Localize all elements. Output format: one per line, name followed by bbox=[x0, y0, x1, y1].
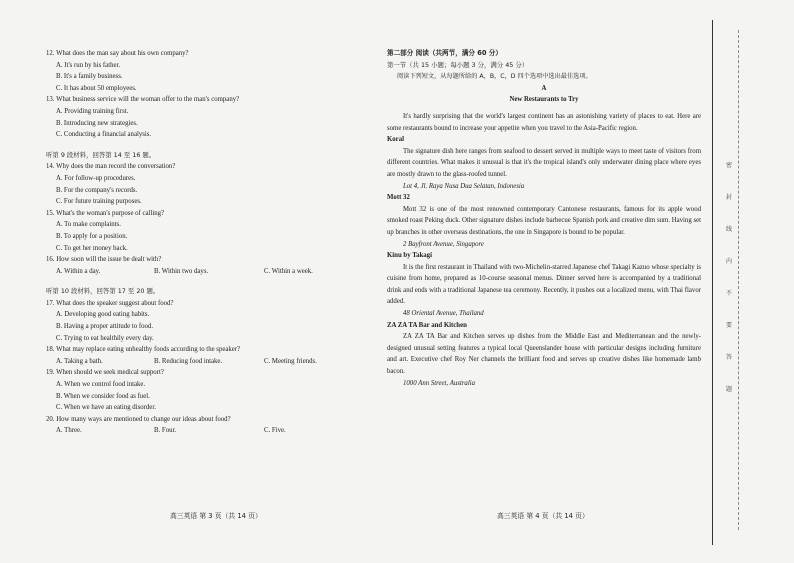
seal-char-3: 线 bbox=[725, 226, 732, 233]
restaurant-1-address: Lot 4, Jl. Raya Nusa Dua Selatan, Indonesia bbox=[403, 182, 525, 190]
instruction-material-9: 听第 9 段材料，回答第 14 至 16 题。 bbox=[46, 150, 156, 159]
restaurant-1-text: The signature dish here ranges from seafood to dessert served in multiple ways to meet taste of visitors from different countries. What makes it unusual is that it's the tropical island's only underwater dining place where eyes are mostly drawn to the glass-roofed tunnel. bbox=[387, 147, 701, 178]
restaurant-4-name: ZA ZA TA Bar and Kitchen bbox=[387, 321, 467, 329]
section-heading: 第一节（共 15 小题；每小题 3 分，满分 45 分） bbox=[387, 60, 529, 69]
q12-option-b: B. It's a family business. bbox=[56, 73, 123, 81]
q19-option-a: A. When we control food intake. bbox=[56, 381, 146, 389]
q20-option-a: A. Three. bbox=[56, 427, 82, 435]
seal-dashed-line bbox=[738, 30, 739, 530]
question-15: 15. What's the woman's purpose of calling? bbox=[46, 209, 165, 217]
restaurant-2-address: 2 Bayfront Avenue, Singapore bbox=[403, 240, 484, 248]
passage-letter: A bbox=[541, 84, 547, 92]
seal-char-8: 题 bbox=[725, 386, 732, 393]
q12-option-a: A. It's run by his father. bbox=[56, 61, 121, 69]
reading-direction: 阅读下列短文，从每题所给的 A，B，C，D 四个选项中选出最佳选项。 bbox=[397, 73, 592, 81]
q18-option-a: A. Taking a bath. bbox=[56, 357, 103, 365]
q16-option-b: B. Within two days. bbox=[154, 267, 209, 275]
q15-option-c: C. To get her money back. bbox=[56, 244, 128, 252]
right-page bbox=[387, 48, 701, 389]
q16-option-a: A. Within a day. bbox=[56, 267, 101, 275]
q20-options bbox=[46, 425, 346, 437]
instruction-material-10: 听第 10 段材料，回答第 17 至 20 题。 bbox=[46, 287, 160, 296]
q17-option-b: B. Having a proper attitude to food. bbox=[56, 323, 154, 331]
restaurant-4-text: ZA ZA TA Bar and Kitchen serves up dishes from the Middle East and Mediterranean and the newly-designed unusual setting features a typical local Queenslander house with particular designs including furniture and art. Executive chef Roy Ner channels the brilliant food and serves up creative dishes like homemade lamb bacon. bbox=[387, 333, 701, 376]
q12-option-c: C. It has about 50 employees. bbox=[56, 84, 137, 92]
seal-char-6: 要 bbox=[725, 322, 732, 329]
q19-option-c: C. When we have an eating disorder. bbox=[56, 404, 156, 412]
q15-option-b: B. To apply for a position. bbox=[56, 232, 128, 240]
seal-char-7: 答 bbox=[725, 354, 732, 361]
q13-option-c: C. Conducting a financial analysis. bbox=[56, 131, 152, 139]
q16-option-c: C. Within a week. bbox=[264, 267, 313, 275]
q19-option-b: B. When we consider food as fuel. bbox=[56, 392, 150, 400]
question-12: 12. What does the man say about his own company? bbox=[46, 50, 189, 57]
passage-title: New Restaurants to Try bbox=[509, 96, 579, 104]
q18-options bbox=[46, 356, 346, 368]
question-17: 17. What does the speaker suggest about food? bbox=[46, 299, 174, 307]
page-footer-left: 高三英语 第 3 页（共 14 页） bbox=[170, 512, 262, 520]
seal-char-1: 密 bbox=[725, 162, 732, 169]
question-16: 16. How soon will the issue be dealt with? bbox=[46, 256, 162, 264]
restaurant-3-address: 48 Oriental Avenue, Thailand bbox=[403, 310, 484, 318]
q17-option-c: C. Trying to eat healthily every day. bbox=[56, 334, 154, 342]
q20-option-b: B. Four. bbox=[154, 427, 177, 435]
q15-option-a: A. To make complaints. bbox=[56, 221, 121, 229]
q14-option-c: C. For future training purposes. bbox=[56, 198, 142, 206]
passage-intro: It's hardly surprising that the world's largest continent has an astonishing variety of places to eat. Here are some restaurants bound to increase your appetite when you travel to the Asia-Pacific region. bbox=[387, 112, 701, 132]
seal-char-5: 不 bbox=[725, 290, 732, 297]
restaurant-4-address: 1000 Ann Street, Australia bbox=[403, 379, 475, 387]
question-18: 18. What may replace eating unhealthy foods according to the speaker? bbox=[46, 346, 241, 354]
part-heading: 第二部分 阅读（共两节，满分 60 分） bbox=[387, 49, 502, 57]
page-footer-right: 高三英语 第 4 页（共 14 页） bbox=[497, 512, 589, 520]
q17-option-a: A. Developing good eating habits. bbox=[56, 311, 150, 319]
q14-option-a: A. For follow-up procedures. bbox=[56, 174, 136, 182]
binding-line bbox=[712, 20, 713, 545]
question-14: 14. Why does the man record the conversation? bbox=[46, 163, 176, 171]
question-20: 20. How many ways are mentioned to change our ideas about food? bbox=[46, 415, 231, 423]
restaurant-3-text: It is the first restaurant in Thailand with two-Michelin-starred Japanese chef Takagi Kazuo whose specialty is cuisine from home, prepared as 10-course seasonal menus. Dinner served here is accompanied by a traditional drink and ends with a traditional Japanese tea ceremony. Recently, it pushes out a localized menu, with Thai flavor added. bbox=[387, 263, 701, 306]
question-19: 19. When should we seek medical support? bbox=[46, 369, 164, 377]
q18-option-c: C. Meeting friends. bbox=[264, 357, 317, 365]
q14-option-b: B. For the company's records. bbox=[56, 186, 138, 194]
q18-option-b: B. Reducing food intake. bbox=[154, 357, 223, 365]
seal-char-4: 内 bbox=[725, 258, 732, 265]
q13-option-a: A. Providing training first. bbox=[56, 107, 129, 115]
restaurant-2-text: Mott 32 is one of the most renowned contemporary Cantonese restaurants, famous for its apple wood smoked roast Peking duck. Other signature dishes include barbecue Spanish pork and creative dim sum. Having set up branches in other overseas destinations, the one in Singapore is bound to be popular. bbox=[387, 205, 701, 236]
q13-option-b: B. Introducing new strategies. bbox=[56, 119, 138, 127]
q20-option-c: C. Five. bbox=[264, 427, 286, 435]
question-13: 13. What business service will the woman offer to the man's company? bbox=[46, 96, 240, 104]
left-page bbox=[46, 48, 346, 437]
restaurant-3-name: Kinu by Takagi bbox=[387, 252, 432, 260]
restaurant-1-name: Koral bbox=[387, 136, 404, 144]
seal-char-2: 封 bbox=[725, 194, 732, 201]
restaurant-2-name: Mott 32 bbox=[387, 194, 410, 202]
q16-options bbox=[46, 266, 346, 278]
